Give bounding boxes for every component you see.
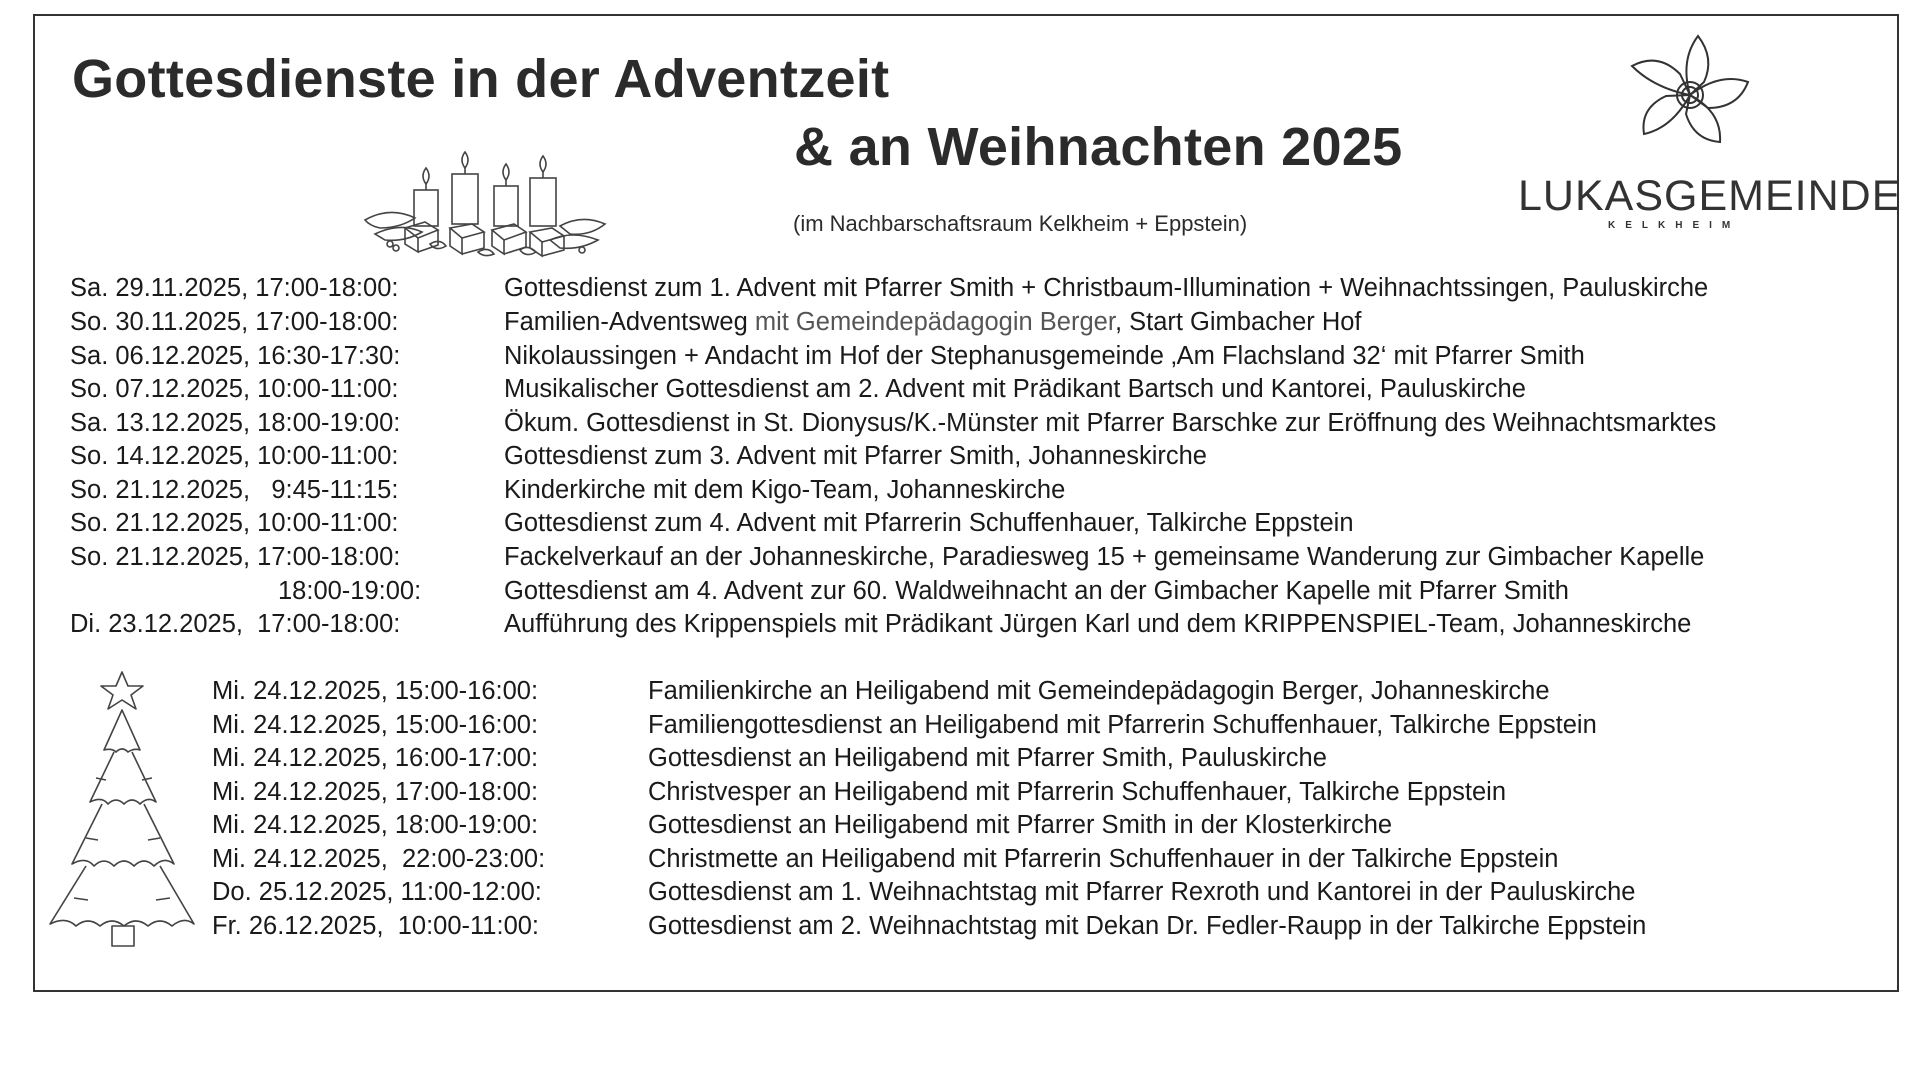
event-description: Christvesper an Heiligabend mit Pfarrerin Schuffenhauer, Talkirche Eppstein: [648, 778, 1507, 806]
logo-name: LUKASGEMEINDE: [1518, 172, 1902, 220]
event-date: Di. 23.12.2025, 17:00-18:00:: [70, 610, 401, 638]
event-description: Ökum. Gottesdienst in St. Dionysus/K.-Münster mit Pfarrer Barschke zur Eröffnung des Weihnachtsmarktes: [504, 409, 1717, 437]
event-description: Gottesdienst zum 4. Advent mit Pfarrerin Schuffenhauer, Talkirche Eppstein: [504, 509, 1354, 537]
event-description: Nikolaussingen + Andacht im Hof der Stephanusgemeinde ‚Am Flachsland 32‘ mit Pfarrer Smith: [504, 342, 1585, 370]
event-date: Do. 25.12.2025, 11:00-12:00:: [212, 878, 542, 906]
event-description: Gottesdienst am 4. Advent zur 60. Waldweihnacht an der Gimbacher Kapelle mit Pfarrer Smith: [504, 577, 1569, 605]
event-description: Christmette an Heiligabend mit Pfarrerin Schuffenhauer in der Talkirche Eppstein: [648, 845, 1559, 873]
event-description-part: , Start Gimbacher Hof: [1114, 308, 1362, 336]
event-date: So. 21.12.2025, 9:45-11:15:: [70, 476, 399, 504]
event-description: Gottesdienst an Heiligabend mit Pfarrer Smith in der Klosterkirche: [648, 811, 1393, 839]
event-description: [504, 307, 1362, 337]
event-description: Familiengottesdienst an Heiligabend mit Pfarrerin Schuffenhauer, Talkirche Eppstein: [648, 711, 1597, 739]
title-line-1: Gottesdienste in der Adventzeit: [72, 49, 890, 109]
event-date: Fr. 26.12.2025, 10:00-11:00:: [212, 912, 540, 940]
event-date: Mi. 24.12.2025, 18:00-19:00:: [212, 811, 539, 839]
event-description: Aufführung des Krippenspiels mit Prädikant Jürgen Karl und dem KRIPPENSPIEL-Team, Johanneskirche: [504, 610, 1692, 638]
event-date: So. 07.12.2025, 10:00-11:00:: [70, 375, 399, 403]
event-date: So. 14.12.2025, 10:00-11:00:: [70, 442, 399, 470]
event-description-highlight: mit Gemeindepädagogin Berger: [754, 308, 1115, 336]
event-description: Fackelverkauf an der Johanneskirche, Paradiesweg 15 + gemeinsame Wanderung zur Gimbacher Kapelle: [504, 543, 1705, 571]
advent-wreath-icon: [360, 148, 610, 260]
event-date: So. 30.11.2025, 17:00-18:00:: [70, 308, 399, 336]
event-description-part: Familien-Adventsweg: [504, 308, 755, 336]
christmas-tree-icon: [46, 668, 198, 948]
event-date: Mi. 24.12.2025, 17:00-18:00:: [212, 778, 539, 806]
event-description: Gottesdienst an Heiligabend mit Pfarrer Smith, Pauluskirche: [648, 744, 1327, 772]
event-description: Gottesdienst am 2. Weihnachtstag mit Dekan Dr. Fedler-Raupp in der Talkirche Eppstein: [648, 912, 1647, 940]
event-time: 18:00-19:00:: [278, 577, 422, 605]
event-description: Gottesdienst zum 1. Advent mit Pfarrer Smith + Christbaum-Illumination + Weihnachtssingen, Pauluskirche: [504, 274, 1709, 302]
event-date: Mi. 24.12.2025, 15:00-16:00:: [212, 677, 539, 705]
event-date: Mi. 24.12.2025, 22:00-23:00:: [212, 845, 546, 873]
subtitle: (im Nachbarschaftsraum Kelkheim + Eppstein): [793, 211, 1248, 236]
event-date: Sa. 13.12.2025, 18:00-19:00:: [70, 409, 401, 437]
event-date: So. 21.12.2025, 10:00-11:00:: [70, 509, 399, 537]
event-description: Gottesdienst zum 3. Advent mit Pfarrer Smith, Johanneskirche: [504, 442, 1207, 470]
event-date: Sa. 29.11.2025, 17:00-18:00:: [70, 274, 399, 302]
event-date: Mi. 24.12.2025, 16:00-17:00:: [212, 744, 539, 772]
event-date: So. 21.12.2025, 17:00-18:00:: [70, 543, 401, 571]
logo-subtitle: KELKHEIM: [1608, 220, 1741, 231]
event-description: Musikalischer Gottesdienst am 2. Advent mit Prädikant Bartsch und Kantorei, Pauluskirche: [504, 375, 1526, 403]
title-line-2: & an Weihnachten 2025: [794, 117, 1403, 177]
lukasgemeinde-logo-icon: [1620, 30, 1760, 160]
event-description: Kinderkirche mit dem Kigo-Team, Johanneskirche: [504, 476, 1066, 504]
event-date: Mi. 24.12.2025, 15:00-16:00:: [212, 711, 539, 739]
event-description: Familienkirche an Heiligabend mit Gemeindepädagogin Berger, Johanneskirche: [648, 677, 1550, 705]
event-date: Sa. 06.12.2025, 16:30-17:30:: [70, 342, 401, 370]
event-description: Gottesdienst am 1. Weihnachtstag mit Pfarrer Rexroth und Kantorei in der Pauluskirche: [648, 878, 1636, 906]
